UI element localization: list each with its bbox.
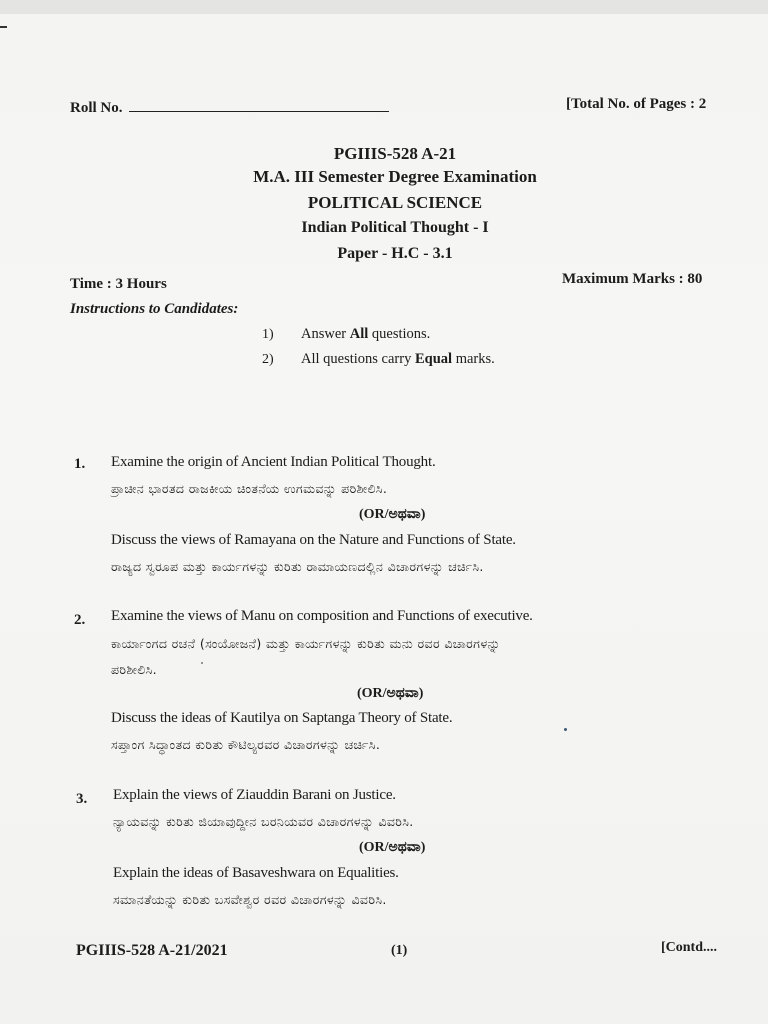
subject-title: POLITICAL SCIENCE bbox=[307, 193, 483, 212]
roll-number-blank-line bbox=[129, 99, 389, 112]
or-separator: (OR/ಅಥವಾ) bbox=[357, 686, 424, 701]
paper-code: PGIIIS-528 A-21 bbox=[333, 144, 457, 163]
instruction-number: 1) bbox=[262, 327, 274, 342]
question-text-english: Examine the origin of Ancient Indian Political Thought. bbox=[111, 454, 436, 470]
roll-number-field bbox=[70, 99, 389, 117]
question-text-english: Explain the ideas of Basaveshwara on Equalities. bbox=[113, 865, 399, 881]
question-text-kannada: ರಾಜ್ಯದ ಸ್ವರೂಪ ಮತ್ತು ಕಾರ್ಯಗಳನ್ನು ಕುರಿತು ರಾಮಾಯಣದಲ್ಲಿನ ವಿಚಾರಗಳನ್ನು ಚರ್ಚಿಸಿ. bbox=[111, 559, 484, 574]
exam-name: M.A. III Semester Degree Examination bbox=[253, 167, 537, 186]
question-number: 1. bbox=[74, 456, 86, 472]
question-text-kannada: ಕಾರ್ಯಾಂಗದ ರಚನೆ (ಸಂಯೋಜನೆ) ಮತ್ತು ಕಾರ್ಯಗಳನ್ನು ಕುರಿತು ಮನು ರವರ ವಿಚಾರಗಳನ್ನು bbox=[111, 636, 501, 651]
question-text-english: Explain the views of Ziauddin Barani on Justice. bbox=[113, 787, 396, 803]
scan-edge-mark bbox=[0, 26, 7, 28]
question-text-kannada: ಪರಿಶೀಲಿಸಿ. bbox=[111, 662, 158, 677]
question-text-english: Discuss the views of Ramayana on the Nature and Functions of State. bbox=[111, 532, 516, 548]
question-text-kannada: ನ್ಯಾಯವನ್ನು ಕುರಿತು ಜಿಯಾವುದ್ದೀನ ಬರನಿಯವರ ವಿಚಾರಗಳನ್ನು ವಿವರಿಸಿ. bbox=[113, 814, 414, 829]
question-text-english: Discuss the ideas of Kautilya on Saptanga Theory of State. bbox=[111, 710, 453, 726]
instruction-number: 2) bbox=[262, 352, 274, 367]
maximum-marks: Maximum Marks : 80 bbox=[562, 271, 703, 287]
question-number: 3. bbox=[76, 791, 88, 807]
roll-number-label: Roll No. bbox=[70, 100, 123, 116]
continued-marker: [Contd.... bbox=[661, 940, 718, 955]
time-allowed: Time : 3 Hours bbox=[70, 276, 167, 292]
question-text-kannada: ಪ್ರಾಚೀನ ಭಾರತದ ರಾಜಕೀಯ ಚಿಂತನೆಯ ಉಗಮವನ್ನು ಪರಿಶೀಲಿಸಿ. bbox=[111, 481, 388, 496]
footer-paper-code: PGIIIS-528 A-21/2021 bbox=[76, 942, 228, 959]
scan-speck bbox=[564, 728, 567, 731]
or-separator: (OR/ಅಥವಾ) bbox=[359, 507, 426, 522]
paper-title: Indian Political Thought - I bbox=[301, 219, 489, 236]
question-text-kannada: ಸಮಾನತೆಯನ್ನು ಕುರಿತು ಬಸವೇಶ್ವರ ರವರ ವಿಚಾರಗಳನ್ನು ವಿವರಿಸಿ. bbox=[113, 892, 387, 907]
page-number: (1) bbox=[391, 943, 408, 958]
instruction-item: Answer All questions. bbox=[301, 326, 431, 342]
question-text-kannada: ಸಪ್ತಾಂಗ ಸಿದ್ಧಾಂತದ ಕುರಿತು ಕೌಟಿಲ್ಯರವರ ವಿಚಾರಗಳನ್ನು ಚರ್ಚಿಸಿ. bbox=[111, 737, 381, 752]
question-text-english: Examine the views of Manu on composition and Functions of executive. bbox=[111, 608, 533, 624]
instructions-heading: Instructions to Candidates: bbox=[70, 301, 239, 317]
instruction-item: All questions carry Equal marks. bbox=[301, 351, 495, 367]
question-number: 2. bbox=[74, 612, 86, 628]
paper-number: Paper - H.C - 3.1 bbox=[337, 245, 453, 262]
scan-speck bbox=[201, 662, 203, 664]
total-pages: [Total No. of Pages : 2 bbox=[566, 96, 707, 112]
scan-top-band bbox=[0, 0, 768, 14]
or-separator: (OR/ಅಥವಾ) bbox=[359, 840, 426, 855]
